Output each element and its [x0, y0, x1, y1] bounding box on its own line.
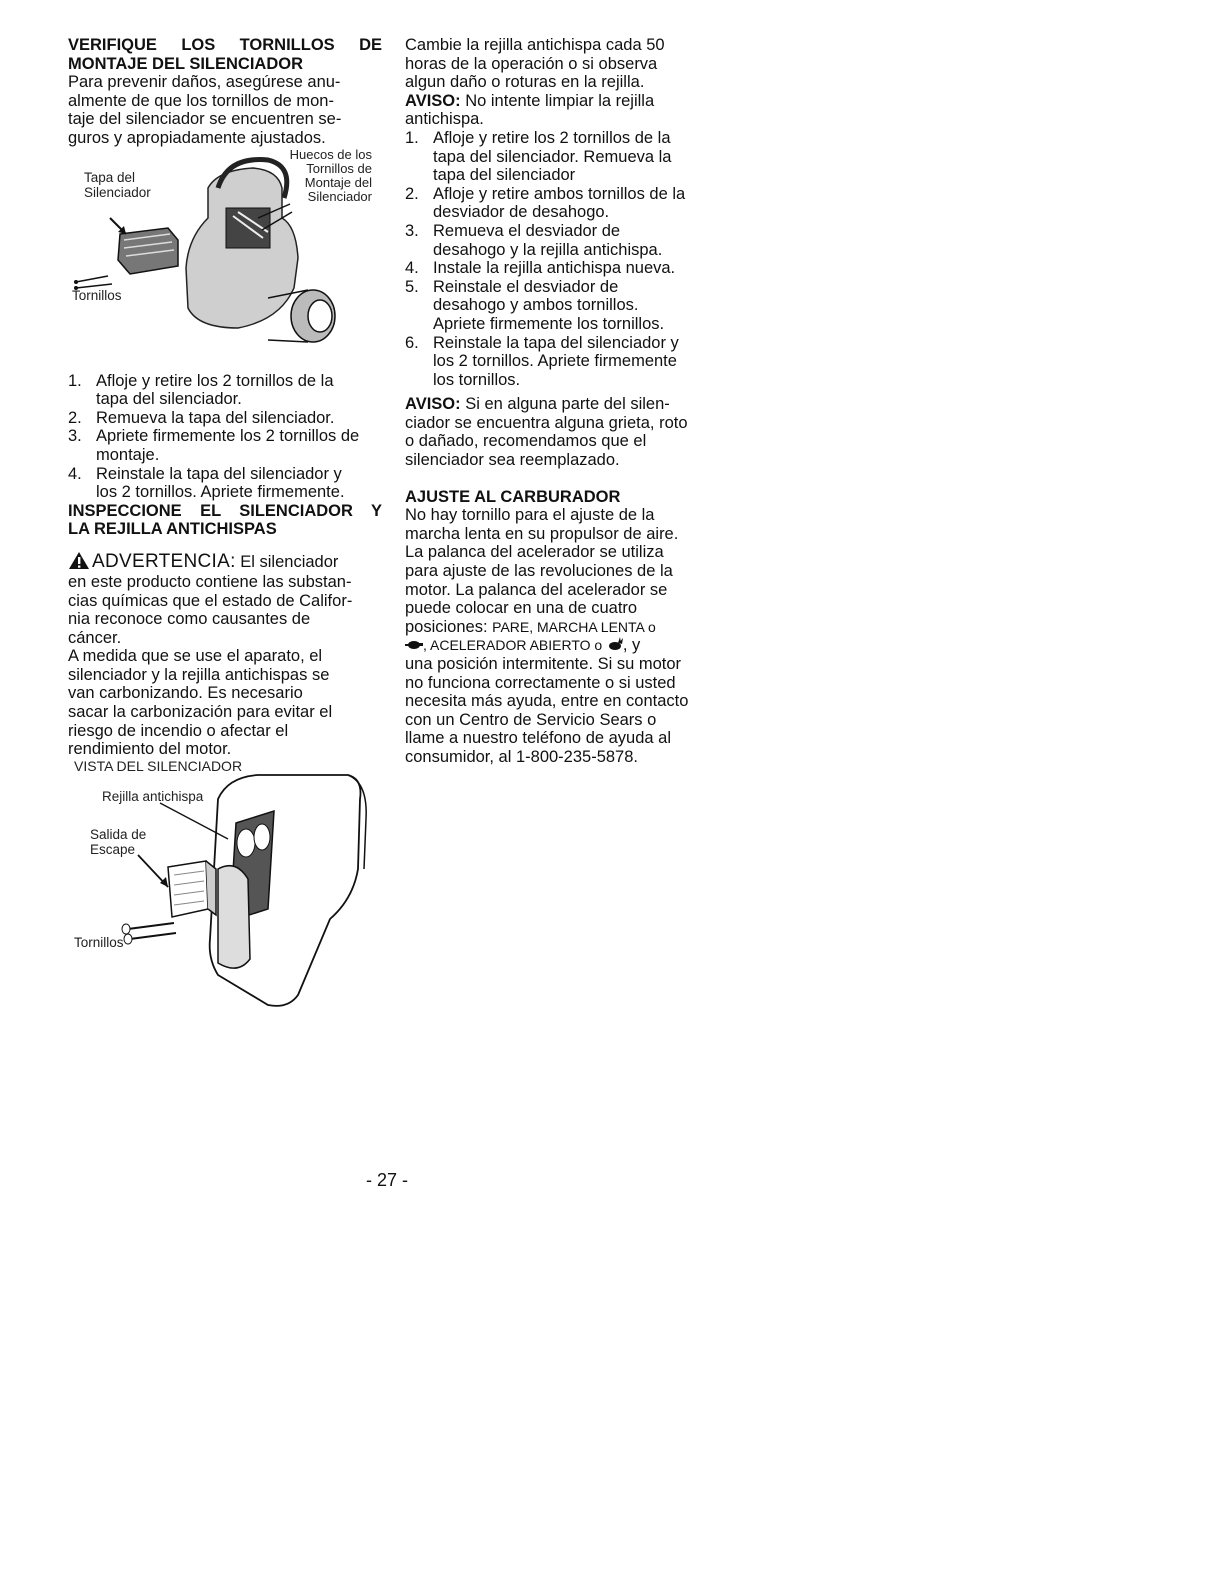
section-title-inspect-muffler-cont: LA REJILLA ANTICHISPAS — [68, 520, 277, 539]
list-item: 1. Afloje y retire los 2 tornillos de la tapa del silenciador. Remueva la tapa del silenciador — [405, 128, 672, 185]
list-item: 4. Instale la rejilla antichispa nueva. — [405, 259, 676, 278]
holes-label: Huecos de los Tornillos de Montaje del Silenciador — [289, 146, 372, 204]
aviso-clean-screen: AVISO: No intente limpiar la rejilla — [405, 91, 655, 110]
list-item: 2. Afloje y retire ambos tornillos de la desviador de desahogo. — [405, 184, 686, 222]
page-number: - 27 - — [366, 1170, 409, 1190]
list-item: 3. Apriete firmemente los 2 tornillos de montaje. — [68, 427, 360, 464]
section-title-carburetor: AJUSTE AL CARBURADOR — [405, 487, 621, 506]
warning-block: ADVERTENCIA: El silenciador en este producto contiene las substan- cias químicas que el estado de Califor- nia reconoce como causantes de cáncer. — [68, 550, 353, 647]
section-title-inspect-muffler: INSPECCIONE EL SILENCIADOR Y — [68, 501, 382, 520]
list-item: 6. Reinstale la tapa del silenciador y los 2 tornillos. Apriete firmemente los tornillos. — [405, 333, 679, 389]
section-title-mounting-screws-cont: MONTAJE DEL SILENCIADOR — [68, 54, 303, 73]
screen-label: Rejilla antichispa — [102, 788, 204, 804]
carbon-paragraph: A medida que se use el aparato, el silenciador y la rejilla antichispas se van carbonizando. Es necesario sacar la carbonización para evitar el riesgo de incendio o afectar el rendimiento del motor. — [68, 647, 333, 759]
rabbit-icon — [607, 637, 623, 651]
left-column — [68, 36, 382, 1009]
warning-lead: El silenciador — [240, 552, 339, 571]
muffler-view-figure — [68, 759, 378, 1009]
list-item: 3. Remueva el desviador de desahogo y la rejilla antichispa. — [405, 221, 663, 259]
list-item: 1. Afloje y retire los 2 tornillos de la tapa del silenciador. — [68, 371, 334, 409]
section-title-mounting-screws: VERIFIQUE LOS TORNILLOS DE — [68, 36, 382, 54]
replace-screen-paragraph: Cambie la rejilla antichispa cada 50 horas de la operación o si observa algun daño o roturas en la rejilla. — [405, 36, 665, 92]
list-item: 4. Reinstale la tapa del silenciador y los 2 tornillos. Apriete firmemente. — [68, 464, 345, 502]
turtle-icon — [405, 640, 423, 650]
exhaust-label: Salida de Escape — [90, 826, 147, 857]
cover-label: Tapa del Silenciador — [84, 169, 151, 200]
screws-label-2: Tornillos — [74, 934, 124, 950]
aviso-replace-muffler: AVISO: Si en alguna parte del silen- ciador se encuentra alguna grieta, roto o dañado, recomendamos que el silenciador sea reemplazado. — [405, 395, 688, 470]
warning-triangle-icon — [68, 551, 90, 570]
right-column: Cambie la rejilla antichispa cada 50 horas de la operación o si observa algun daño o roturas en la rejilla. AVISO: No intente limpiar la rejilla antichispa. 1. Afloje y retire los 2 tornillos de la tapa del silenciador. Remueva la tapa del silenciador 2. Afloje y retire ambos tornillos de la desviador de desahogo. 3. Remueva el desviador de desahogo y la rejilla antichispa. 4. Instale la rejilla antichispa nueva. 5. Reinstale el desviador de desahogo y ambos tornillos. Apriete firmemente los tornillos. 6. Reinstale la tapa del silenciador y los 2 tornillos. Apriete firmemente los tornillos. AVISO: Si en alguna parte del silen- ciador se encuentra alguna grieta, roto o dañado, recomendamos que el silenciador sea reemplazado. AJUSTE AL CARBURADOR No hay tornillo para el ajuste de la marcha lenta en su propulsor de aire. La palanca del acelerador se utiliza para ajuste de las revoluciones de la motor. La palanca del acelerador se puede colocar en una de cuatro posiciones: PARE, MARCHA LENTA o , ACELERADOR ABIERTO o , y una posición intermitente. Si su motor no funciona correctamente o si usted necesita más ayuda, entre en contacto con un Centro de Servicio Sears o llame a nuestro teléfono de ayuda al consumidor, al 1-800-235-5878. — [405, 36, 717, 767]
carburetor-paragraph: No hay tornillo para el ajuste de la marcha lenta en su propulsor de aire. La palanca del acelerador se utiliza para ajuste de las revoluciones de la motor. La palanca del acelerador se puede colocar en una de cuatro posiciones: PARE, MARCHA LENTA o , ACELERADOR ABIERTO o , y una posición intermitente. Si su motor no funciona correctamente o si usted necesita más ayuda, entre en contacto con un Centro de Servicio Sears o llame a nuestro teléfono de ayuda al consumidor, al 1-800-235-5878. — [405, 506, 689, 766]
muffler-view-title: VISTA DEL SILENCIADOR — [74, 757, 243, 774]
muffler-cover-figure — [68, 148, 378, 344]
list-item: 5. Reinstale el desviador de desahogo y ambos tornillos. Apriete firmemente los tornillos. — [405, 277, 665, 333]
mounting-screws-paragraph: Para prevenir daños, asegúrese anu- almente de que los tornillos de mon- taje del silenciador se encuentren se- guros y apropiadamente ajustados. — [68, 73, 342, 147]
screws-label: Tornillos — [72, 287, 122, 303]
replace-screen-steps — [405, 129, 717, 389]
muffler-screw-steps — [68, 372, 382, 502]
warning-title: ADVERTENCIA: — [92, 550, 236, 572]
list-item: 2. Remueva la tapa del silenciador. — [68, 408, 335, 427]
